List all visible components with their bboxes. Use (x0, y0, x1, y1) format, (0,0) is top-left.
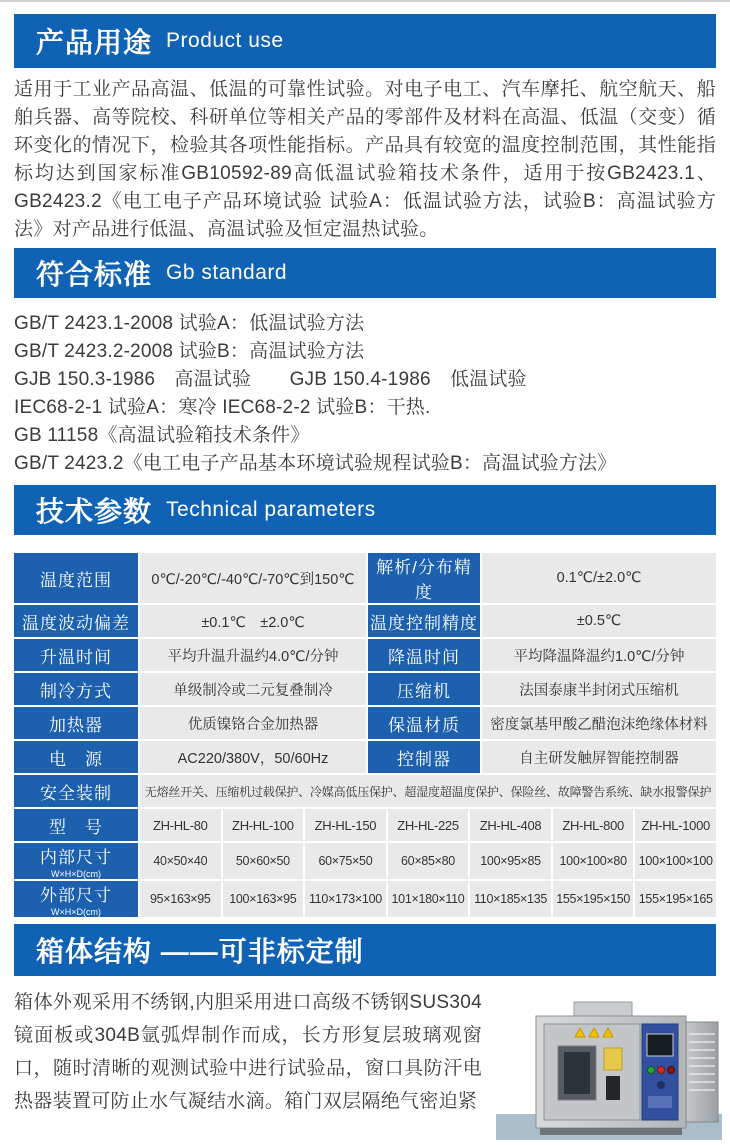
param-label-cell: 温度范围 (14, 553, 138, 603)
param-value-cell: 0.1℃/±2.0℃ (482, 553, 716, 603)
standard-line: GB/T 2423.1-2008 试验A：低温试验方法 (14, 313, 365, 334)
param-label-cell: 保温材质 (368, 707, 480, 739)
section-title-zh: 产品用途 (36, 27, 153, 58)
model-value-cell: 40×50×40 (140, 843, 221, 879)
table-row-safety (14, 775, 716, 807)
section-title-en: Technical parameters (166, 498, 376, 521)
model-label-cell (14, 881, 138, 917)
parameters-table (14, 553, 716, 917)
panel-nameplate (648, 1096, 672, 1108)
param-label-cell: 加热器 (14, 707, 138, 739)
section-title-en: Product use (166, 29, 284, 52)
param-value-cell: 单级制冷或二元复叠制冷 (140, 673, 366, 705)
model-value-cell: ZH-HL-800 (553, 809, 634, 841)
chamber-side-panel (686, 1022, 718, 1122)
model-value-cell: ZH-HL-150 (305, 809, 386, 841)
product-use-paragraph: 适用于工业产品高温、低温的可靠性试验。对电子电工、汽车摩托、航空航天、船舶兵器、高等院校、科研单位等相关产品的零部件及材料在高温、低温（交变）循环变化的情况下，检验其各项性能指标。产品具有较宽的温度控制范围，其性能指标均达到国家标准GB10592-89高低温试验箱技术条件，适用于按GB2423.1、GB2423.2《电工电子产品环境试验 试验A：低温试验方法，试验B：高温试验方法》对产品进行低温、高温试验及恒定温热试验。 (14, 79, 716, 240)
model-value-cell: 60×75×50 (305, 843, 386, 879)
model-value-cell: 100×163×95 (223, 881, 304, 917)
param-label-cell: 解析/分布精度 (368, 553, 480, 603)
param-value-cell: 0℃/-20℃/-40℃/-70℃到150℃ (140, 553, 366, 603)
param-value-cell: 平均降温降温约1.0℃/分钟 (482, 639, 716, 671)
table-row-models (14, 881, 716, 917)
cabinet-structure-paragraph: 箱体外观采用不绣钢,内胆采用进口高级不锈钢SUS304镜面板或304B氩弧焊制作而成，长方形复层玻璃观窗口，随时清晰的观测试验中进行试验品，窗口具防汗电热器装置可防止水气凝结水滴。箱门双层隔绝气密迫紧 (14, 992, 482, 1112)
param-value-cell: ±0.5℃ (482, 605, 716, 637)
section-header-product-use (14, 14, 716, 68)
param-label-cell: 温度波动偏差 (14, 605, 138, 637)
model-value-cell: ZH-HL-1000 (635, 809, 716, 841)
door-label (604, 1048, 622, 1070)
model-value-cell: 155×195×150 (553, 881, 634, 917)
standard-line: GJB 150.3-1986 高温试验 GJB 150.4-1986 低温试验 (14, 369, 527, 390)
param-value-cell: AC220/380V，50/60Hz (140, 741, 366, 773)
standard-line: GB/T 2423.2《电工电子产品基本环境试验规程试验B：高温试验方法》 (14, 453, 617, 474)
model-label-text: 内部尺寸 (40, 848, 112, 867)
model-value-cell: 95×163×95 (140, 881, 221, 917)
param-label-cell: 压缩机 (368, 673, 480, 705)
model-value-cell: 100×95×85 (470, 843, 551, 879)
model-label-text: 型 号 (49, 817, 103, 837)
model-value-cell: 60×85×80 (388, 843, 469, 879)
viewing-window-glass (564, 1052, 590, 1094)
chamber-base (540, 1128, 682, 1135)
section-title-zh: 技术参数 (36, 496, 153, 527)
dimension-unit-label: W×H×D(cm) (51, 869, 101, 879)
param-value-cell: 密度氯基甲酸乙醋泡沫绝缘体材料 (482, 707, 716, 739)
model-value-cell: ZH-HL-100 (223, 809, 304, 841)
param-value-cell: 自主研发触屏智能控制器 (482, 741, 716, 773)
standard-line: IEC68-2-1 试验A：寒冷 IEC68-2-2 试验B：干热. (14, 397, 431, 418)
controller-screen (647, 1034, 673, 1056)
section-header-technical-parameters (14, 485, 716, 535)
model-label-cell (14, 843, 138, 879)
model-value-cell: 155×195×165 (635, 881, 716, 917)
standard-line: GB 11158《高温试验箱技术条件》 (14, 425, 310, 446)
table-row (14, 741, 716, 773)
table-row (14, 673, 716, 705)
model-value-cell: 100×100×80 (553, 843, 634, 879)
standard-line: GB/T 2423.2-2008 试验B：高温试验方法 (14, 341, 365, 362)
model-value-cell: 50×60×50 (223, 843, 304, 879)
table-row-models (14, 843, 716, 879)
standards-list (14, 310, 716, 478)
table-row (14, 639, 716, 671)
model-label-cell (14, 809, 138, 841)
control-knob (657, 1081, 665, 1089)
param-label-cell: 电 源 (14, 741, 138, 773)
model-value-cell: 100×100×100 (635, 843, 716, 879)
table-row (14, 707, 716, 739)
param-value-cell: 平均升温升温约4.0℃/分钟 (140, 639, 366, 671)
section-header-gb-standard (14, 248, 716, 298)
model-value-cell: ZH-HL-408 (470, 809, 551, 841)
warning-triangle-icons (575, 1028, 613, 1037)
safety-label-cell: 安全装制 (14, 775, 138, 807)
model-value-cell: 101×180×110 (388, 881, 469, 917)
page-content (0, 2, 730, 1145)
param-label-cell: 制冷方式 (14, 673, 138, 705)
model-value-cell: 110×173×100 (305, 881, 386, 917)
test-chamber-photo-illustration (496, 988, 722, 1140)
section-title-en: Gb standard (166, 261, 288, 284)
model-label-text: 外部尺寸 (40, 886, 112, 905)
param-label-cell: 控制器 (368, 741, 480, 773)
product-photo (496, 986, 722, 1145)
section-title-zh: 符合标准 (36, 259, 153, 290)
model-value-cell: ZH-HL-225 (388, 809, 469, 841)
table-row (14, 605, 716, 637)
safety-value-cell: 无熔丝开关、压缩机过载保护、冷媒高低压保护、超湿度超温度保护、保险丝、故障警告系统、缺水报警保护 (140, 775, 716, 807)
param-value-cell: 法国泰康半封闭式压缩机 (482, 673, 716, 705)
param-label-cell: 温度控制精度 (368, 605, 480, 637)
model-value-cell: ZH-HL-80 (140, 809, 221, 841)
table-row-models (14, 809, 716, 841)
control-buttons (648, 1067, 675, 1074)
param-value-cell: 优质镍铬合金加热器 (140, 707, 366, 739)
model-value-cell: 110×185×135 (470, 881, 551, 917)
door-handle (606, 1076, 620, 1100)
cabinet-structure-section (14, 986, 716, 1145)
table-row (14, 553, 716, 603)
param-label-cell: 降温时间 (368, 639, 480, 671)
dimension-unit-label: W×H×D(cm) (51, 907, 101, 917)
param-label-cell: 升温时间 (14, 639, 138, 671)
section-title-zh: 箱体结构 ——可非标定制 (36, 936, 364, 967)
param-value-cell: ±0.1℃ ±2.0℃ (140, 605, 366, 637)
section-header-cabinet-structure (14, 924, 716, 976)
